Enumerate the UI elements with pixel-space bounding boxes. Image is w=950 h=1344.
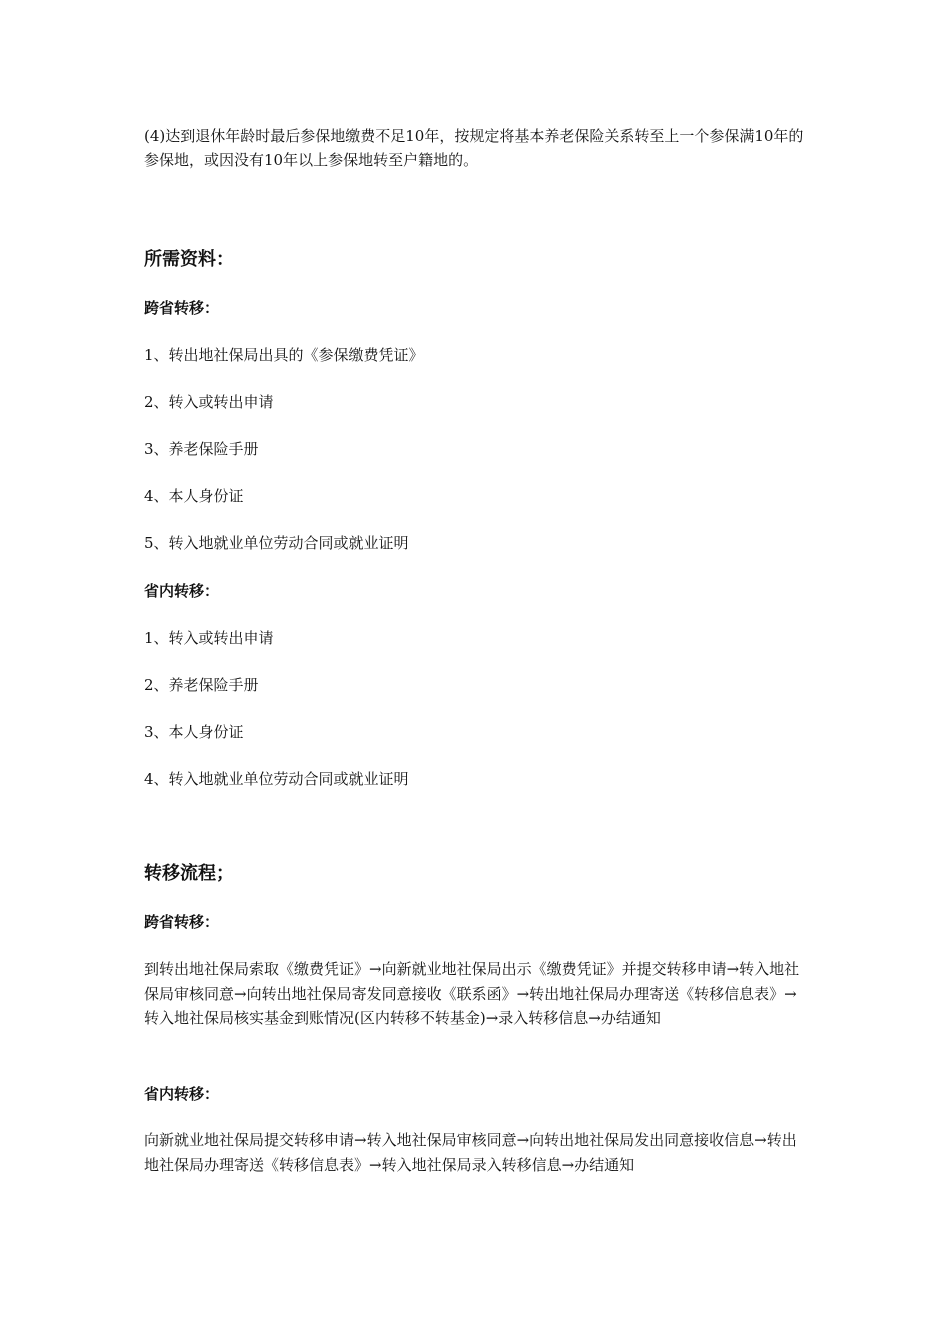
materials-cross-province-title: 跨省转移： (144, 299, 220, 317)
list-item: 4、本人身份证 (144, 487, 244, 505)
process-cross-province-title: 跨省转移： (144, 913, 220, 931)
process-title: 转移流程； (144, 863, 234, 884)
list-item: 3、养老保险手册 (144, 440, 259, 458)
list-item: 1、转出地社保局出具的《参保缴费凭证》 (144, 346, 424, 364)
materials-in-province-title: 省内转移： (144, 582, 220, 600)
list-item: 2、转入或转出申请 (144, 393, 274, 411)
list-item: 2、养老保险手册 (144, 676, 259, 694)
list-item: 5、转入地就业单位劳动合同或就业证明 (144, 534, 409, 552)
list-item: 3、本人身份证 (144, 723, 244, 741)
process-in-province-title: 省内转移： (144, 1085, 220, 1103)
list-item: 1、转入或转出申请 (144, 629, 274, 647)
process-in-province-text: 向新就业地社保局提交转移申请→转入地社保局审核同意→向转出地社保局发出同意接收信息→转出地社保局办理寄送《转移信息表》→转入地社保局录入转移信息→办结通知 (144, 1131, 797, 1174)
list-item: 4、转入地就业单位劳动合同或就业证明 (144, 770, 409, 788)
materials-title: 所需资料： (144, 249, 234, 270)
process-cross-province-text: 到转出地社保局索取《缴费凭证》→向新就业地社保局出示《缴费凭证》并提交转移申请→转入地社保局审核同意→向转出地社保局寄发同意接收《联系函》→转出地社保局办理寄送《转移信息表》→转入地社保局核实基金到账情况(区内转移不转基金)→录入转移信息→办结通知 (144, 960, 800, 1027)
intro-paragraph: (4)达到退休年龄时最后参保地缴费不足10年，按规定将基本养老保险关系转至上一个参保满10年的参保地，或因没有10年以上参保地转至户籍地的。 (144, 127, 804, 169)
